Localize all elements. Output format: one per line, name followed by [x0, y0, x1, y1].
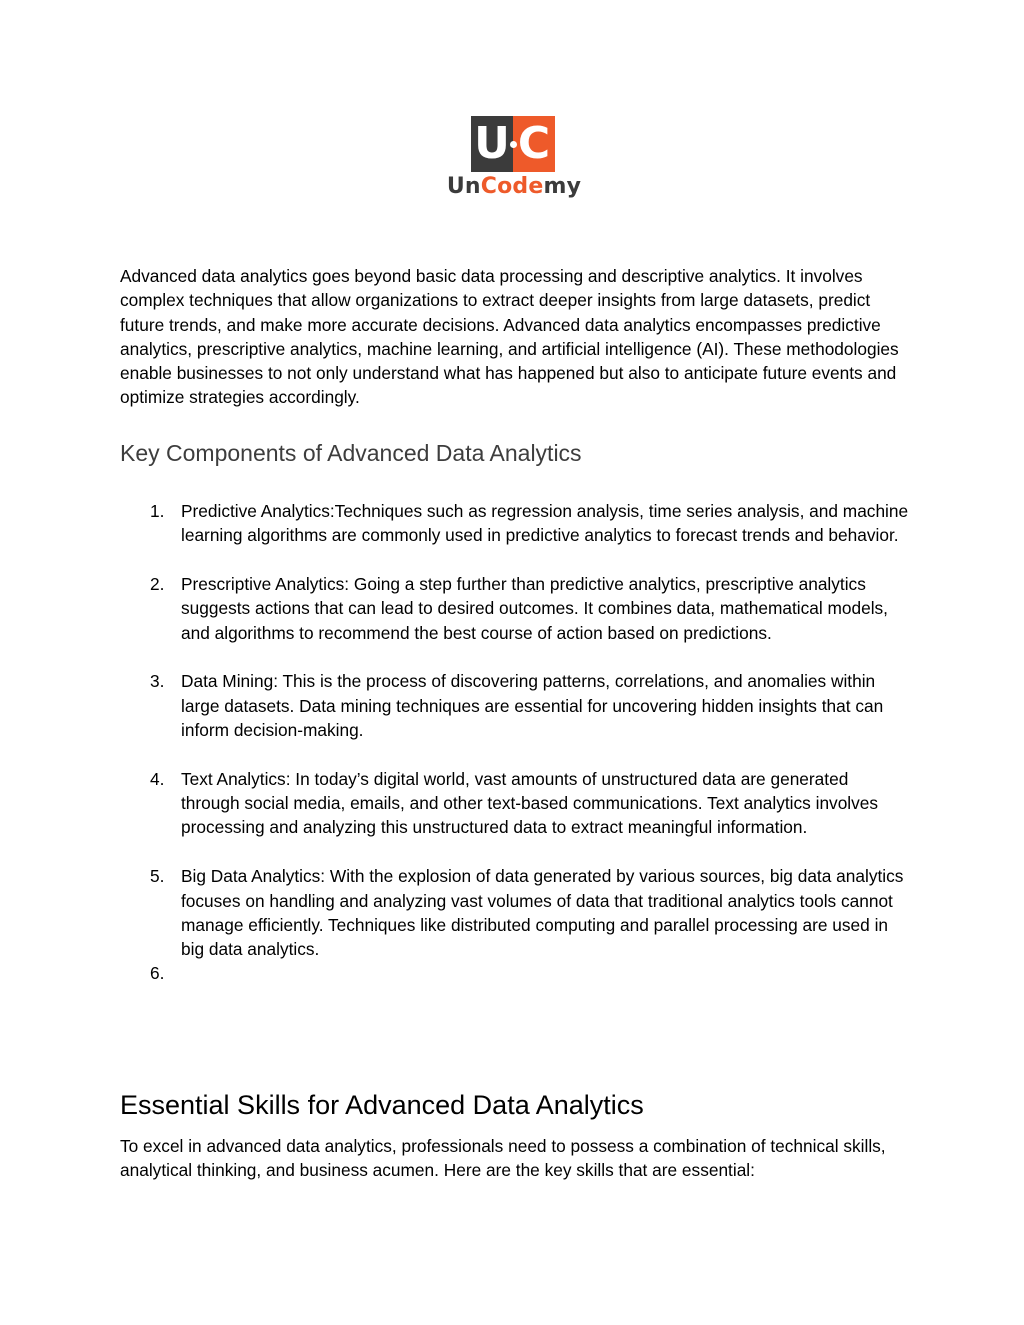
- list-number: 2.: [150, 574, 165, 595]
- logo-letter-c: C: [517, 118, 551, 169]
- list-item: [120, 499, 910, 548]
- intro-paragraph: Advanced data analytics goes beyond basic data processing and descriptive analytics. It involves complex techniques that allow organizations to extract deeper insights from large datasets, predict future trends, and make more accurate decisions. Advanced data analytics encompasses predictive analytics, prescriptive analytics, machine learning, and artificial intelligence (AI). These methodologies enable businesses to not only understand what has happened but also to anticipate future events and optimize strategies accordingly.: [120, 266, 899, 408]
- logo-dot: [510, 141, 517, 148]
- list-item-text: Prescriptive Analytics: Going a step further than predictive analytics, prescriptive analytics suggests actions that can lead to desired outcomes. It combines data, mathematical models, and algorithms to recommend the best course of action based on predictions.: [181, 574, 888, 643]
- list-item: [120, 864, 910, 961]
- essential-skills-heading: Essential Skills for Advanced Data Analytics: [120, 1090, 644, 1120]
- components-list: [120, 499, 910, 986]
- list-item-text: Text Analytics: In today’s digital world, vast amounts of unstructured data are generated through social media, emails, and other text-based communications. Text analytics involves processing and analyzing this unstructured data to extract meaningful information.: [181, 768, 879, 838]
- list-number: 3.: [150, 671, 165, 692]
- list-number: 5.: [150, 866, 165, 887]
- logo-letter-u: U: [474, 118, 510, 169]
- essential-skills-paragraph: To excel in advanced data analytics, professionals need to possess a combination of technical skills, analytical thinking, and business acumen. Here are the key skills that are essential:: [120, 1136, 886, 1181]
- list-number: 6.: [150, 963, 165, 984]
- list-number: 4.: [150, 768, 165, 789]
- uncodemy-logo: [444, 116, 584, 208]
- intro-section: [120, 264, 910, 410]
- key-components-heading: Key Components of Advanced Data Analytics: [120, 440, 582, 466]
- list-item: [120, 572, 910, 645]
- logo-wordmark: UnCodemy: [446, 174, 582, 199]
- list-item: [120, 767, 910, 840]
- logo-mark: [471, 116, 555, 172]
- list-item-text: Predictive Analytics:Techniques such as regression analysis, time series analysis, and machine learning algorithms are commonly used in predictive analytics to forecast trends and behavior.: [181, 501, 909, 546]
- list-item-text: Data Mining: This is the process of discovering patterns, correlations, and anomalies within large datasets. Data mining techniques are essential for uncovering hidden insights that can inform decision-making.: [181, 671, 884, 741]
- list-item-text: [181, 963, 186, 983]
- list-item: [120, 669, 910, 742]
- list-item-text: Big Data Analytics: With the explosion of data generated by various sources, big data analytics focuses on handling and analyzing vast volumes of data that traditional analytics tools cannot manage efficiently. Techniques like distributed computing and parallel processing are used in big data analytics.: [181, 866, 904, 960]
- list-number: 1.: [150, 501, 165, 521]
- list-item: [120, 961, 910, 985]
